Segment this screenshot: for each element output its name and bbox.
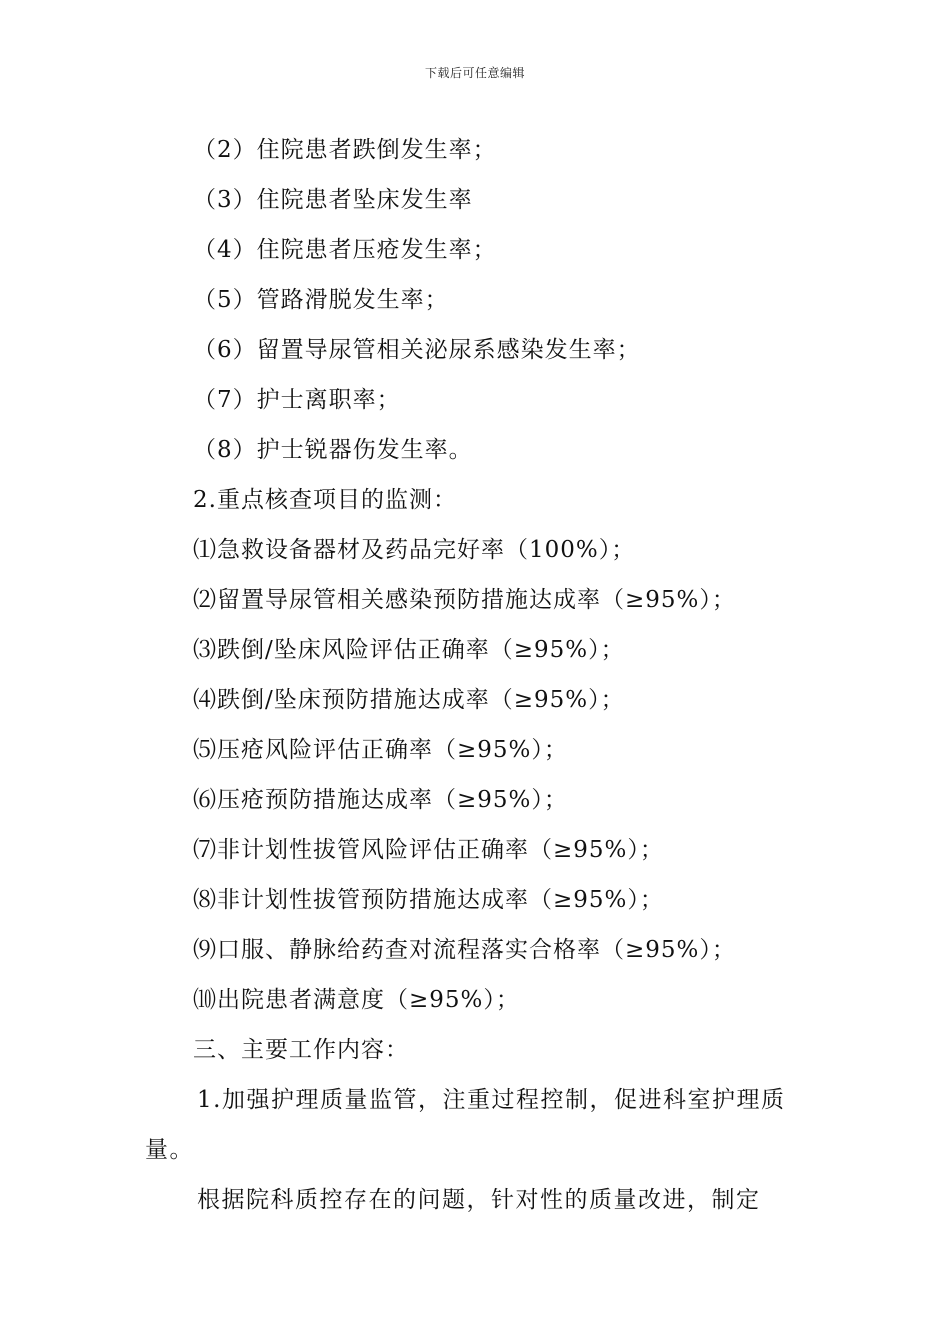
header-note: 下载后可任意编辑 — [424, 66, 525, 80]
body-paragraph: 1.加强护理质量监管，注重过程控制，促进科室护理质量。 — [145, 1087, 786, 1163]
section-heading: 三、主要工作内容： — [193, 1037, 409, 1063]
check-item: ⑻非计划性拔管预防措施达成率（≥95%）； — [193, 887, 664, 913]
check-item: ⑶跌倒/坠床风险评估正确率（≥95%）； — [193, 637, 625, 663]
indicator-item: （2）住院患者跌倒发生率； — [193, 137, 497, 163]
section-heading: 2.重点核查项目的监测： — [193, 487, 457, 513]
check-item: ⑴急救设备器材及药品完好率（100%）； — [193, 537, 636, 563]
indicator-item: （5）管路滑脱发生率； — [193, 287, 449, 313]
indicator-item: （6）留置导尿管相关泌尿系感染发生率； — [193, 337, 641, 363]
indicator-item: （8）护士锐器伤发生率。 — [193, 437, 473, 463]
check-item: ⑷跌倒/坠床预防措施达成率（≥95%）； — [193, 687, 625, 713]
check-item: ⑺非计划性拔管风险评估正确率（≥95%）； — [193, 837, 664, 863]
check-item: ⑸压疮风险评估正确率（≥95%）； — [193, 737, 568, 763]
check-item: ⑵留置导尿管相关感染预防措施达成率（≥95%）； — [193, 587, 736, 613]
document-body — [145, 125, 810, 1225]
indicator-item: （3）住院患者坠床发生率 — [193, 187, 473, 213]
check-item: ⑹压疮预防措施达成率（≥95%）； — [193, 787, 568, 813]
indicator-item: （4）住院患者压疮发生率； — [193, 237, 497, 263]
check-item: ⑼口服、静脉给药查对流程落实合格率（≥95%）； — [193, 937, 736, 963]
indicator-item: （7）护士离职率； — [193, 387, 401, 413]
check-item: ⑽出院患者满意度（≥95%）； — [193, 987, 520, 1013]
body-paragraph: 根据院科质控存在的问题，针对性的质量改进，制定 — [197, 1187, 761, 1213]
